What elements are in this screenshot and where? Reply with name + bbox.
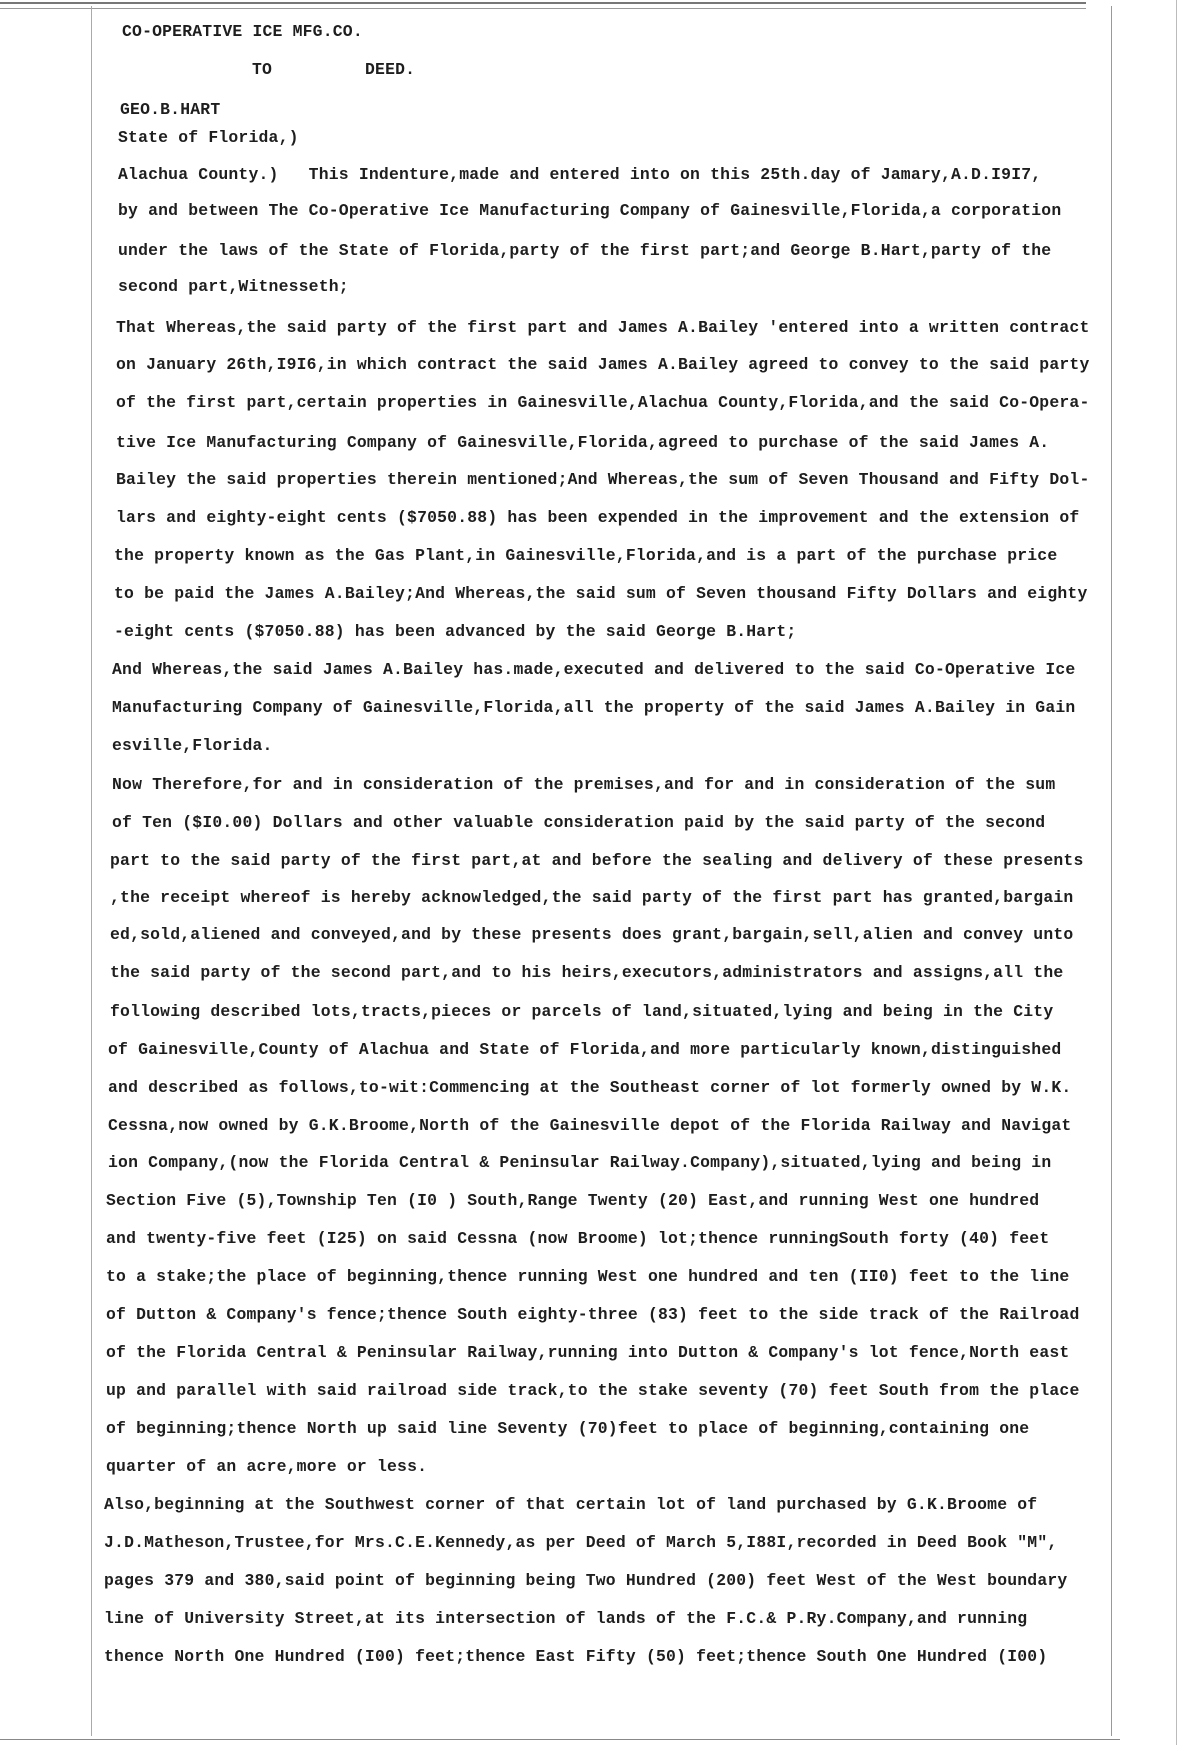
- deed-text-line: thence North One Hundred (I00) feet;thence East Fifty (50) feet;thence South One Hundred (I00): [104, 1647, 1048, 1666]
- grantee-heading: GEO.B.HART: [120, 100, 221, 119]
- deed-text-line: of the first part,certain properties in Gainesville,Alachua County,Florida,and the said Co-Opera-: [116, 393, 1090, 412]
- right-margin-line: [1111, 6, 1112, 1736]
- deed-text-line: the property known as the Gas Plant,in Gainesville,Florida,and is a part of the purchase price: [114, 546, 1058, 565]
- deed-text-line: pages 379 and 380,said point of beginning being Two Hundred (200) feet West of the West boundary: [104, 1571, 1068, 1590]
- deed-text-line: of Ten ($I0.00) Dollars and other valuable consideration paid by the said party of the second: [112, 813, 1046, 832]
- deed-text-line: ,the receipt whereof is hereby acknowledged,the said party of the first part has granted,bargain: [110, 888, 1074, 907]
- instrument-title: DEED.: [365, 60, 416, 79]
- deed-text-line: State of Florida,): [118, 128, 299, 147]
- bottom-border-rule: [0, 1739, 1120, 1740]
- deed-text-line: quarter of an acre,more or less.: [106, 1457, 428, 1476]
- deed-text-line: following described lots,tracts,pieces or parcels of land,situated,lying and being in the City: [110, 1002, 1054, 1021]
- deed-text-line: to be paid the James A.Bailey;And Whereas,the said sum of Seven thousand Fifty Dollars and eighty: [114, 584, 1088, 603]
- top-border-rule: [0, 2, 1086, 9]
- deed-text-line: and twenty-five feet (I25) on said Cessna (now Broome) lot;thence runningSouth forty (40) feet: [106, 1229, 1050, 1248]
- deed-text-line: ion Company,(now the Florida Central & Peninsular Railway.Company),situated,lying and being in: [108, 1153, 1052, 1172]
- deed-text-line: ed,sold,aliened and conveyed,and by these presents does grant,bargain,sell,alien and convey unto: [110, 925, 1074, 944]
- deed-text-line: the said party of the second part,and to his heirs,executors,administrators and assigns,all the: [110, 963, 1064, 982]
- deed-text-line: Section Five (5),Township Ten (I0 ) South,Range Twenty (20) East,and running West one hundred: [106, 1191, 1040, 1210]
- deed-text-line: -eight cents ($7050.88) has been advanced by the said George B.Hart;: [114, 622, 797, 641]
- deed-text-line: of beginning;thence North up said line Seventy (70)feet to place of beginning,containing one: [106, 1419, 1030, 1438]
- deed-text-line: Now Therefore,for and in consideration of the premises,and for and in consideration of the sum: [112, 775, 1056, 794]
- grantor-heading: CO-OPERATIVE ICE MFG.CO.: [122, 22, 363, 41]
- deed-text-line: of Dutton & Company's fence;thence South eighty-three (83) feet to the side track of the Railroad: [106, 1305, 1080, 1324]
- deed-text-line: and described as follows,to-wit:Commencing at the Southeast corner of lot formerly owned by W.K.: [108, 1078, 1072, 1097]
- deed-text-line: of Gainesville,County of Alachua and State of Florida,and more particularly known,distinguished: [108, 1040, 1062, 1059]
- deed-text-line: up and parallel with said railroad side track,to the stake seventy (70) feet South from the place: [106, 1381, 1080, 1400]
- deed-text-line: Manufacturing Company of Gainesville,Florida,all the property of the said James A.Bailey in Gain: [112, 698, 1076, 717]
- deed-text-line: esville,Florida.: [112, 736, 273, 755]
- to-label: TO: [252, 60, 273, 79]
- deed-text-line: part to the said party of the first part,at and before the sealing and delivery of these presents: [110, 851, 1084, 870]
- deed-text-line: to a stake;the place of beginning,thence running West one hundred and ten (II0) feet to the line: [106, 1267, 1070, 1286]
- deed-text-line: Also,beginning at the Southwest corner of that certain lot of land purchased by G.K.Broome of: [104, 1495, 1038, 1514]
- deed-text-line: And Whereas,the said James A.Bailey has.made,executed and delivered to the said Co-Operative Ice: [112, 660, 1076, 679]
- deed-text-line: of the Florida Central & Peninsular Railway,running into Dutton & Company's lot fence,North east: [106, 1343, 1070, 1362]
- deed-text-line: J.D.Matheson,Trustee,for Mrs.C.E.Kennedy,as per Deed of March 5,I88I,recorded in Deed Book "M",: [104, 1533, 1058, 1552]
- deed-text-line: Cessna,now owned by G.K.Broome,North of the Gainesville depot of the Florida Railway and Navigat: [108, 1116, 1072, 1135]
- left-margin-line: [91, 6, 92, 1736]
- deed-text-line: on January 26th,I9I6,in which contract the said James A.Bailey agreed to convey to the said party: [116, 355, 1090, 374]
- deed-text-line: line of University Street,at its intersection of lands of the F.C.& P.Ry.Company,and running: [104, 1609, 1028, 1628]
- deed-text-line: That Whereas,the said party of the first part and James A.Bailey 'entered into a written contract: [116, 318, 1090, 337]
- deed-text-line: under the laws of the State of Florida,party of the first part;and George B.Hart,party of the: [118, 241, 1052, 260]
- deed-text-line: second part,Witnesseth;: [118, 277, 349, 296]
- deed-text-line: by and between The Co-Operative Ice Manufacturing Company of Gainesville,Florida,a corporation: [118, 201, 1062, 220]
- page-edge-line: [1176, 0, 1177, 1745]
- deed-text-line: lars and eighty-eight cents ($7050.88) has been expended in the improvement and the extension of: [116, 508, 1080, 527]
- deed-text-line: Bailey the said properties therein mentioned;And Whereas,the sum of Seven Thousand and Fifty Dol-: [116, 470, 1090, 489]
- deed-text-line: tive Ice Manufacturing Company of Gainesville,Florida,agreed to purchase of the said James A.: [116, 433, 1050, 452]
- deed-text-line: Alachua County.) This Indenture,made and entered into on this 25th.day of Jamary,A.D.I9I7,: [118, 165, 1042, 184]
